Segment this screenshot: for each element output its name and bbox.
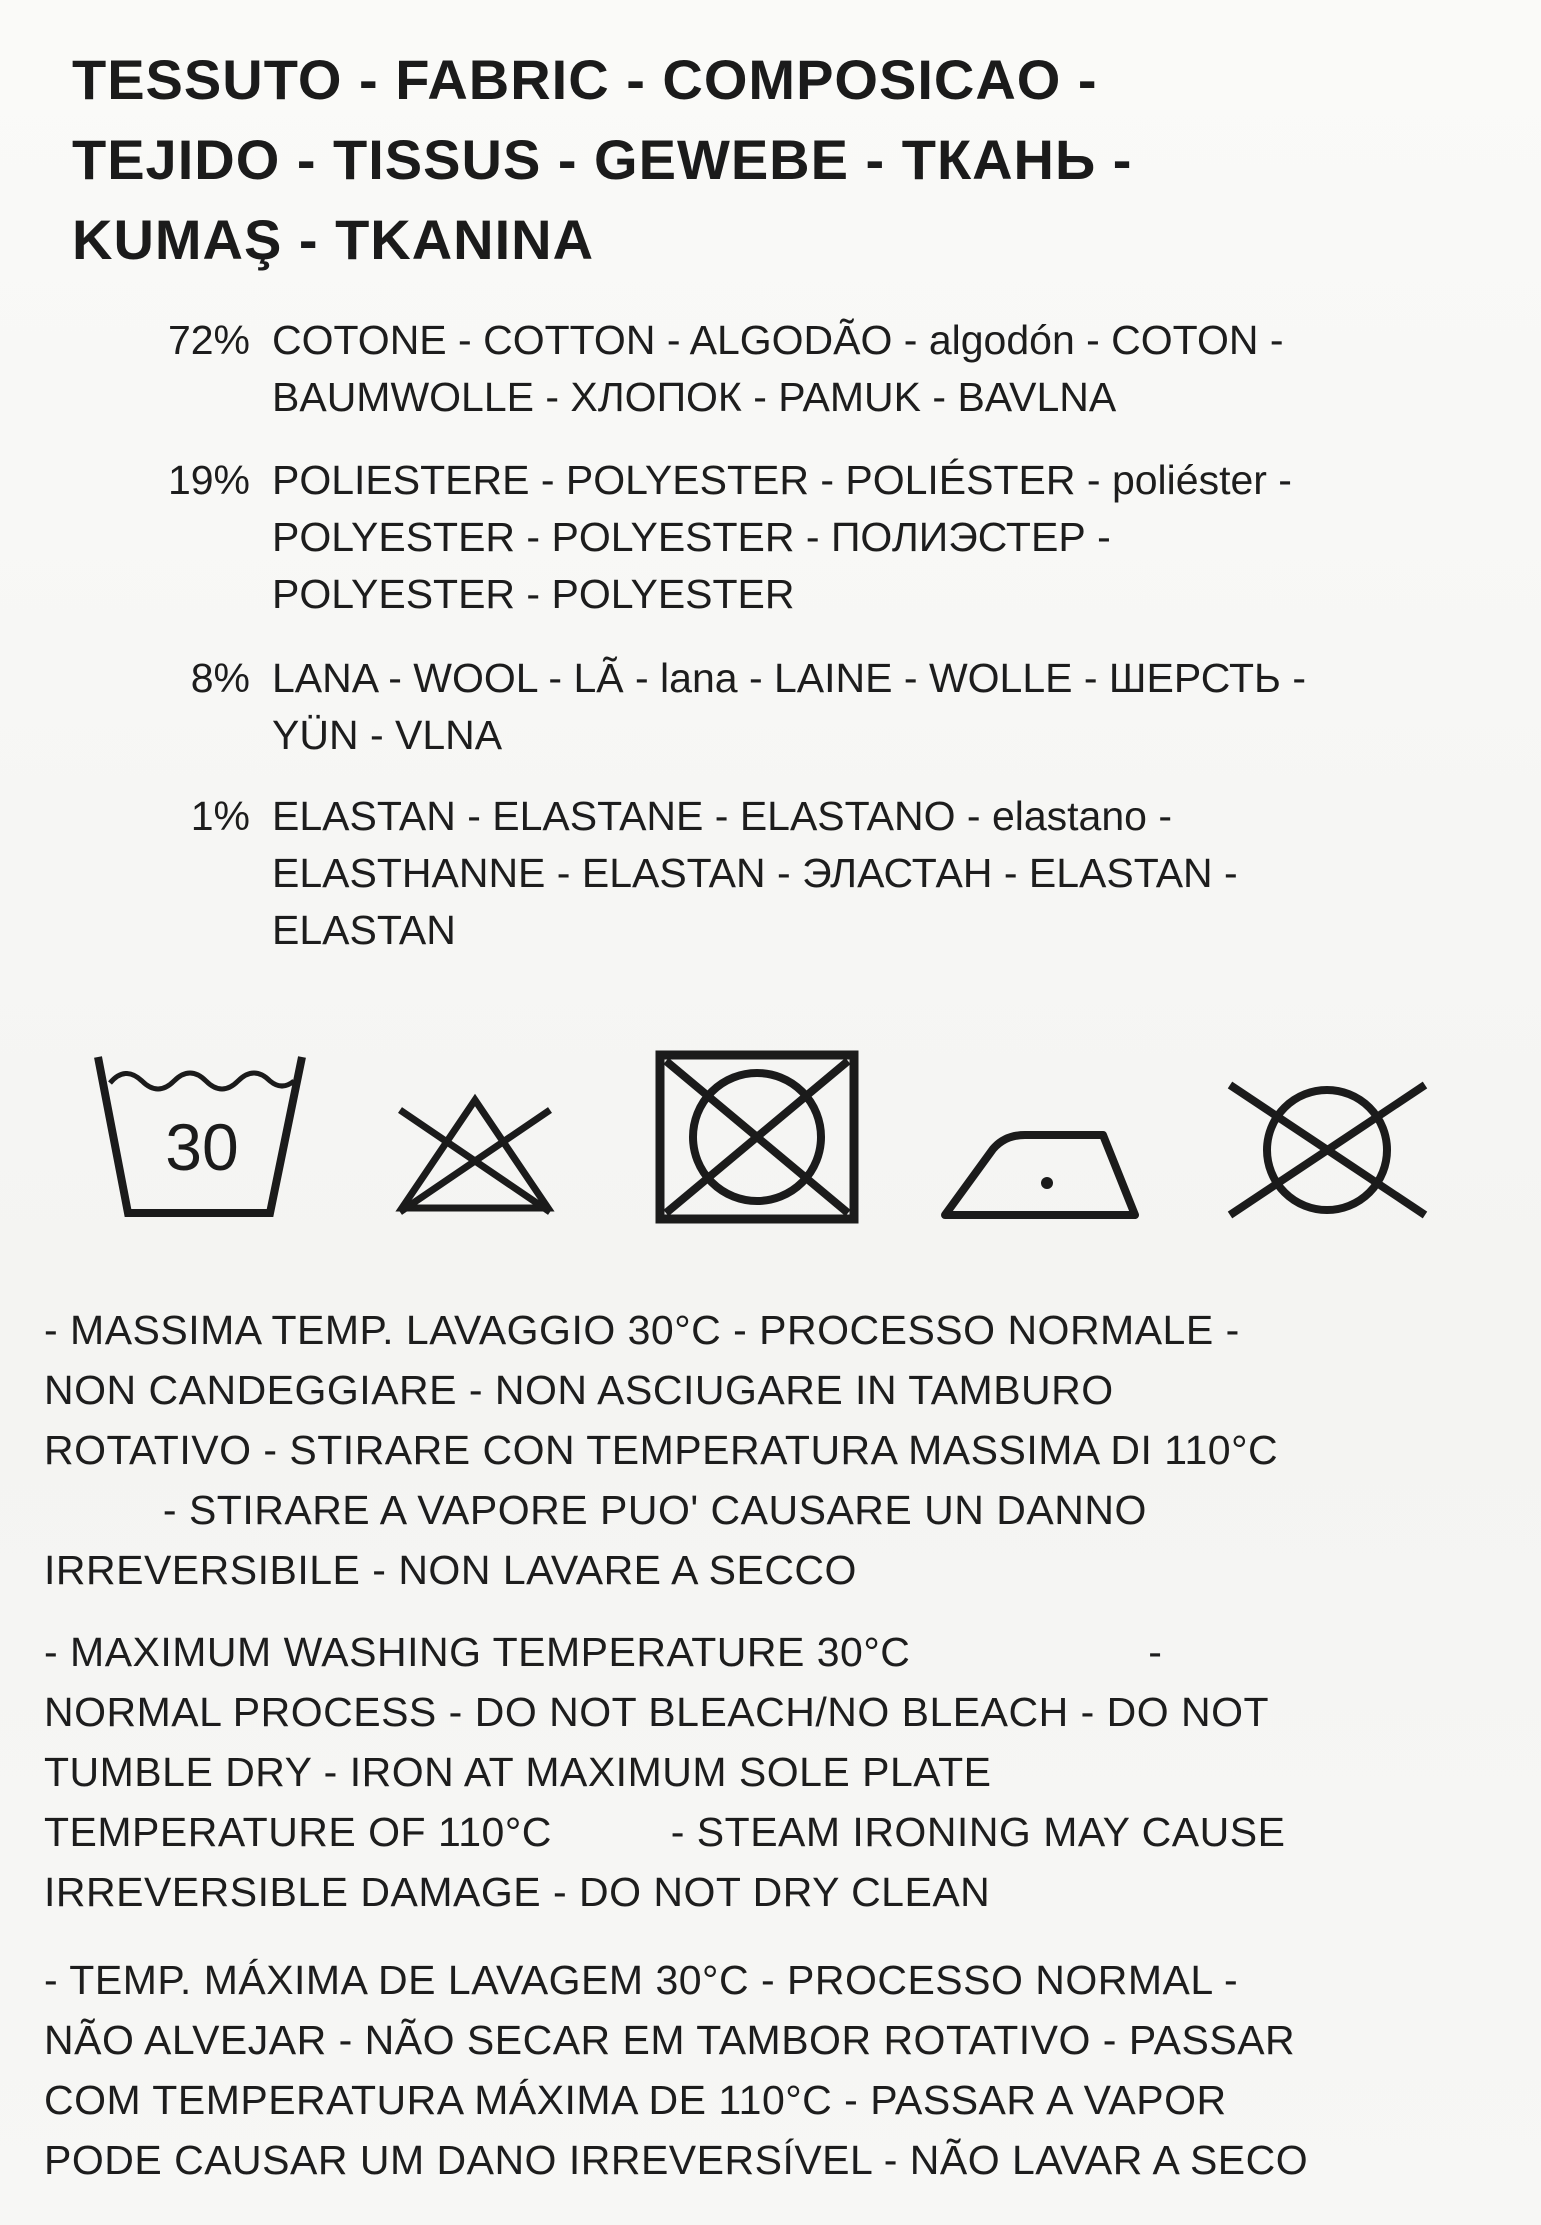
care-symbols: [0, 1035, 1541, 1235]
care-text-english: [44, 1622, 1504, 1922]
care-line: COM TEMPERATURA MÁXIMA DE 110°C - PASSAR A VAPOR: [44, 2077, 1227, 2123]
composition-percent: 1%: [190, 793, 250, 839]
care-line: IRREVERSIBLE DAMAGE - DO NOT DRY CLEAN: [44, 1869, 991, 1915]
wash-temp-label: 30: [165, 1110, 239, 1184]
care-line: TUMBLE DRY - IRON AT MAXIMUM SOLE PLATE: [44, 1749, 992, 1795]
care-text-italian: [44, 1300, 1504, 1600]
care-line: PODE CAUSAR UM DANO IRREVERSÍVEL - NÃO LAVAR A SECO: [44, 2137, 1309, 2183]
care-line: - MASSIMA TEMP. LAVAGGIO 30°C - PROCESSO NORMALE -: [44, 1307, 1240, 1353]
do-not-dry-clean-icon: [1220, 1075, 1435, 1225]
composition-line: POLIESTERE - POLYESTER - POLIÉSTER - poliéster -: [272, 457, 1292, 503]
heading-line: TEJIDO - TISSUS - GEWEBE - ТКАНЬ -: [72, 128, 1133, 191]
care-line: TEMPERATURE OF 110°C - STEAM IRONING MAY CAUSE: [44, 1809, 1286, 1855]
care-line: - STIRARE A VAPORE PUO' CAUSARE UN DANNO: [44, 1487, 1147, 1533]
composition-line: POLYESTER - POLYESTER: [272, 571, 795, 617]
composition-line: BAUMWOLLE - ХЛОПОК - PAMUK - BAVLNA: [272, 374, 1117, 420]
care-text-portuguese: [44, 1950, 1504, 2190]
composition-line: ELASTAN - ELASTANE - ELASTANO - elastano -: [272, 793, 1172, 839]
iron-low-icon: [935, 1107, 1145, 1227]
heading-line: TESSUTO - FABRIC - COMPOSICAO -: [72, 48, 1098, 111]
composition-percent: 72%: [167, 317, 250, 363]
care-line: NON CANDEGGIARE - NON ASCIUGARE IN TAMBURO: [44, 1367, 1114, 1413]
composition-percent: 19%: [167, 457, 250, 503]
composition-percent: 8%: [190, 655, 250, 701]
care-line: ROTATIVO - STIRARE CON TEMPERATURA MASSIMA DI 110°C: [44, 1427, 1279, 1473]
wash-30-icon: [90, 1035, 310, 1220]
heading-line: KUMAŞ - TKANINA: [72, 208, 595, 271]
composition-line: POLYESTER - POLYESTER - ПОЛИЭСТЕР -: [272, 514, 1111, 560]
composition-line: YÜN - VLNA: [272, 712, 503, 758]
fabric-heading: [72, 40, 1492, 280]
care-line: - MAXIMUM WASHING TEMPERATURE 30°C -: [44, 1629, 1163, 1675]
composition-line: LANA - WOOL - LÃ - lana - LAINE - WOLLE - ШЕРСТЬ -: [272, 655, 1306, 701]
care-line: NORMAL PROCESS - DO NOT BLEACH/NO BLEACH - DO NOT: [44, 1689, 1270, 1735]
do-not-bleach-icon: [390, 1090, 560, 1220]
do-not-tumble-dry-icon: [652, 1047, 862, 1227]
care-line: NÃO ALVEJAR - NÃO SECAR EM TAMBOR ROTATIVO - PASSAR: [44, 2017, 1296, 2063]
composition-line: COTONE - COTTON - ALGODÃO - algodón - COTON -: [272, 317, 1284, 363]
care-line: - TEMP. MÁXIMA DE LAVAGEM 30°C - PROCESSO NORMAL -: [44, 1957, 1239, 2003]
composition-line: ELASTAN: [272, 907, 456, 953]
care-line: IRREVERSIBILE - NON LAVARE A SECCO: [44, 1547, 857, 1593]
composition-line: ELASTHANNE - ELASTAN - ЭЛАСТАН - ELASTAN -: [272, 850, 1238, 896]
